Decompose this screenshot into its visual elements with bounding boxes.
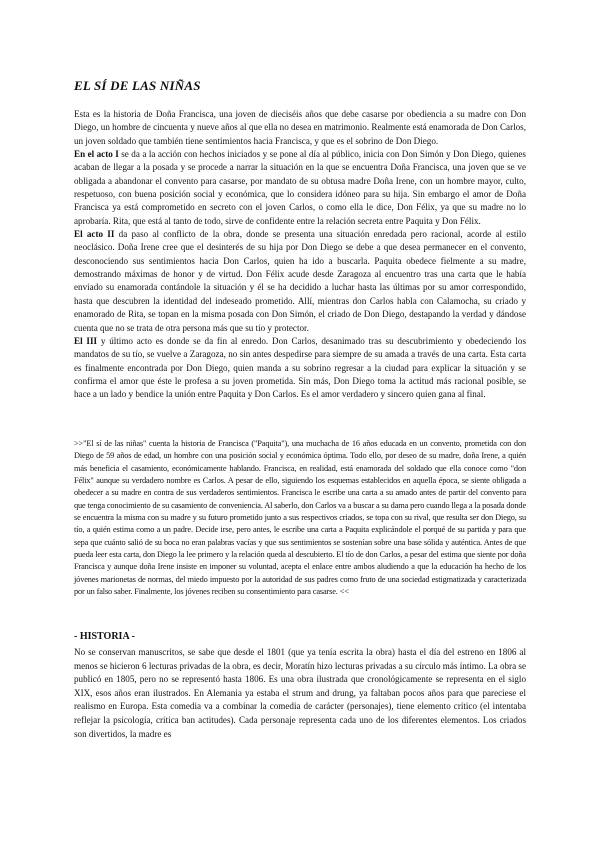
act2-label: El acto II	[74, 229, 115, 240]
history-paragraph: No se conservan manuscritos, se sabe que desde el 1801 (que ya tenía escrita la obra) hasta el día del estreno en 1806 al menos se hicieron 6 lecturas privadas de la obra, es decir, Moratín hizo lecturas privadas a su círculo más íntimo. La obra se publicó en 1805, pero no se representó hasta 1806. Es una obra ilustrada que cronológicamente se representa en el siglo XIX, esos años eran ilustrados. En Alemania ya estaba el strum and drung, ya faltaban pocos años para que pareciese el realismo en Europa. Esta comedia va a combinar la comedia de carácter (personajes), tiene elemento crítico (el intentaba reflejar la psicología, critica ban actitudes). Cada personaje representa cada uno de los diferentes elementos. Los criados son divertidos, la madre es	[74, 647, 526, 739]
act3-label: El III	[74, 335, 98, 346]
act1-label: En el acto I	[74, 149, 119, 160]
act3-text: y último acto es donde se da fin al enredo. Don Carlos, desanimado tras su descubrimiento y obedeciendo los mandatos de su tío, se vuelve a Zaragoza, no sin antes despedirse para siempre de su amada a través de una carta. Esta carta es finalmente encontrada por Don Diego, quien manda a su sobrino regresar a la ciudad para explicar la situación y se confirma el amor que éste le profesa a su joven prometida. Sin más, Don Diego toma la actitud más racional posible, se hace a un lado y bendice la unión entre Paquita y Don Carlos. Es el amor verdadero y sincero quien gana al final.	[74, 335, 527, 400]
act2-paragraph	[74, 228, 526, 335]
act3-paragraph	[74, 335, 526, 402]
document-title: EL SÍ DE LAS NIÑAS	[74, 78, 201, 93]
history-section	[74, 646, 526, 741]
quoted-summary-text: >>"El sí de las niñas" cuenta la historia de Francisca ("Paquita"), una muchacha de 16 años educada en un convento, prometida con don Diego de 59 años de edad, un hombre con una posición social y económica óptima. Todo ello, por deseo de su madre, doña Irene, a quién más beneficia el casamiento, económicamente hablando. Francisca, en realidad, está enamorada del soldado que ella conoce como "don Félix" aunque su verdadero nombre es Carlos. A pesar de ello, siguiendo los esquemas establecidos en aquella época, se siente obligada a obedecer a su madre en contra de sus verdaderos sentimientos. Francisca le escribe una carta a su amado antes de partir del convento para que tenga conocimiento de su casamiento de conveniencia. Al saberlo, don Carlos va a buscar a su dama pero cuando llega a la posada donde se encuentra la misma con su madre y su futuro prometido junto a sus respectivos criados, se topa con su rival, que resulta ser don Diego, su tío, a quién estima como a un padre. Decide irse, pero antes, le escribe una carta a Paquita explicándole el porqué de su partida y para que sepa que cuánto salió de su boca no eran palabras vacías y que sus sentimientos se sostenían sobre una base sólida y auténtica. Antes de que pueda leer esta carta, don Diego la lee primero y la relación queda al descubierto. El tío de don Carlos, a pesar del estima que siente por doña Francisca y aunque doña Irene insiste en imponer su voluntad, acepta el enlace entre ambos aludiendo a que la educación ha hecho de los jóvenes marionetas de normas, del miedo impuesto por la autoridad de sus padres como fruto de una sociedad estigmatizada y caracterizada por un falso saber. Finalmente, los jóvenes reciben su consentimiento para casarse. <<	[74, 439, 526, 597]
act1-paragraph	[74, 148, 526, 228]
intro-paragraph: Esta es la historia de Doña Francisca, una joven de dieciséis años que debe casarse por obediencia a su madre con Don Diego, un hombre de cincuenta y nueve años al que ella no desea en matrimonio. Realmente está enamorada de Don Carlos, un joven soldado que también tiene sentimientos hacia Francisca, y que es el sobrino de Don Diego.	[74, 109, 526, 146]
quoted-summary	[74, 438, 526, 598]
synopsis-section	[74, 108, 526, 402]
history-heading: - HISTORIA -	[74, 631, 135, 642]
act2-text: da paso al conflicto de la obra, donde se presenta una situación enredada pero racional, acorde al estilo neoclásico. Doña Irene cree que el desinterés de su hija por Don Diego se debe a que desea permanecer en el convento, desconociendo sus sentimientos hacia Don Carlos, quien ha ido a buscarla. Paquita obedece fielmente a su madre, demostrando máximas de honor y de virtud. Don Félix acude desde Zaragoza al encuentro tras una carta que le había enviado su enamorada contándole la situación y él se ha decidido a luchar hasta las últimas por su amor correspondido, hasta que descubren la identidad del indeseado prometido. Allí, mientras don Carlos habla con Calamocha, su criado y enamorado de Rita, se topan en la misma posada con Don Simón, el criado de Don Diego, destapando la verdad y dándose cuenta que no se trata de otra persona más que su tío y protector.	[74, 229, 527, 333]
act1-text: se da a la acción con hechos iniciados y se pone al día al público, inicia con Don Simón y Don Diego, quienes acaban de llegar a la posada y se procede a narrar la situación en la que se encuentra Doña Francisca, una joven que se ve obligada a abandonar el convento para casarse, por mandato de su obtusa madre Doña Irene, con un hombre mayor, culto, respetuoso, con buena posición social y económica, que lo considera idóneo para su hija. Sin embargo el amor de Doña Francisca ya está comprometido en secreto con el joven Carlos, o como ella le dice, Don Félix, ya que su madre no lo aprobaría. Rita, que está al tanto de todo, sirve de confidente entre la relación secreta entre Paquita y Don Félix.	[74, 149, 526, 226]
